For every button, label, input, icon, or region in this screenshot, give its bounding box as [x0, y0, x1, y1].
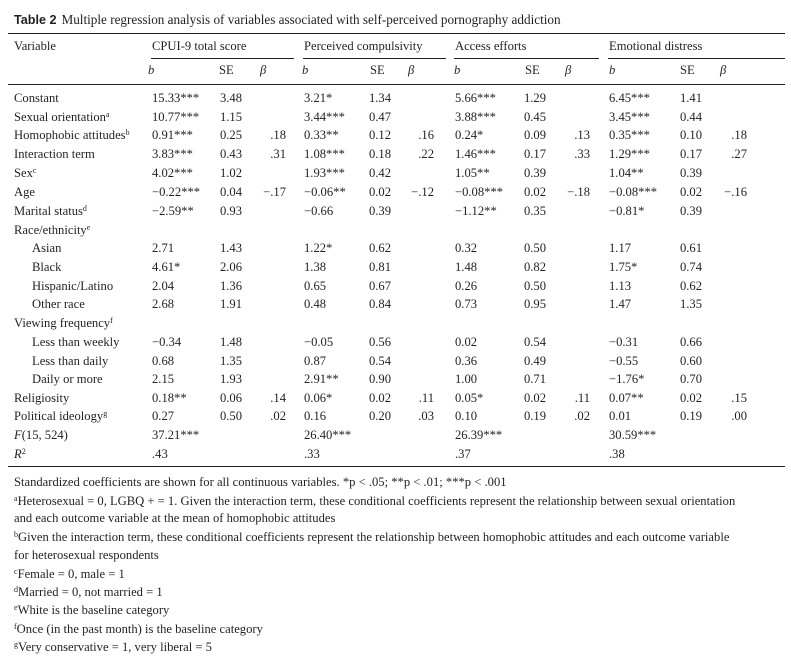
cell-beta: .00: [731, 409, 747, 423]
row-label: Sex$^c$: [14, 166, 37, 180]
cell-b: 3.88***: [455, 110, 496, 124]
cell-beta: −.16: [724, 185, 747, 199]
cell-se: 0.02: [368, 185, 391, 199]
cell-se: 0.17: [523, 147, 546, 161]
cell-se: 0.93: [219, 204, 242, 218]
cell-beta: .18: [270, 128, 286, 142]
cell-b: 0.06*: [304, 391, 333, 405]
cell-se: 0.19: [679, 409, 702, 423]
cell-b: 1.48: [455, 260, 478, 274]
cell-beta: .11: [418, 391, 434, 405]
cell-se: 0.39: [679, 204, 702, 218]
cell-beta: −.17: [263, 185, 286, 199]
cell-b: 1.13: [609, 279, 632, 293]
cell-se: 0.49: [523, 354, 546, 368]
cell-se: 0.04: [219, 185, 242, 199]
sub-header-se: SE: [219, 63, 234, 77]
cell-se: 0.39: [679, 166, 702, 180]
sub-header-b: b: [454, 63, 461, 77]
cell-b: 1.00: [455, 372, 478, 386]
cell-b: 3.83***: [152, 147, 193, 161]
cell-se: 0.95: [523, 297, 546, 311]
row-label: Sexual orientation$^a$: [14, 110, 110, 124]
row-label: Interaction term: [14, 147, 95, 161]
cell-b: 1.22*: [304, 241, 333, 255]
row-label: Less than weekly: [32, 335, 120, 349]
cell-se: 0.45: [523, 110, 546, 124]
cell-beta: .16: [418, 128, 434, 142]
cell-se: 0.81: [368, 260, 391, 274]
cell-se: 1.29: [523, 91, 546, 105]
table-note: $^f$Once (in the past month) is the baseline category: [14, 622, 263, 636]
cell-beta: .27: [731, 147, 747, 161]
row-label: Political ideology$^g$: [14, 409, 108, 423]
row-label: Viewing frequency$^f$: [14, 316, 113, 330]
cell-se: 0.62: [368, 241, 391, 255]
cell-b: 15.33***: [152, 91, 200, 105]
cell-se: 0.44: [679, 110, 702, 124]
row-label: Marital status$^d$: [14, 204, 87, 218]
cell-se: 1.34: [368, 91, 391, 105]
cell-se: 0.50: [523, 241, 546, 255]
group-rule-distress: [608, 58, 785, 59]
row-label: Daily or more: [32, 372, 103, 386]
table-title: Multiple regression analysis of variables associated with self-perceived pornography addiction: [61, 12, 561, 27]
row-label: Black: [32, 260, 62, 274]
cell-se: 0.19: [523, 409, 546, 423]
cell-b: 0.10: [455, 409, 478, 423]
cell-beta: −.12: [411, 185, 434, 199]
cell-b: 5.66***: [455, 91, 496, 105]
cell-b: −1.12**: [455, 204, 497, 218]
cell-se: 0.18: [368, 147, 391, 161]
row-label: Asian: [32, 241, 62, 255]
table-note: $^c$Female = 0, male = 1: [14, 567, 125, 581]
stat-value: .43: [152, 447, 168, 461]
cell-beta: .33: [574, 147, 590, 161]
cell-b: 1.29***: [609, 147, 650, 161]
cell-beta: .02: [574, 409, 590, 423]
cell-b: 0.16: [304, 409, 327, 423]
cell-beta: .18: [731, 128, 747, 142]
cell-b: 6.45***: [609, 91, 650, 105]
cell-b: −0.34: [152, 335, 182, 349]
cell-b: 3.45***: [609, 110, 650, 124]
sub-header-beta: β: [565, 63, 572, 77]
cell-b: −0.08***: [455, 185, 504, 199]
cell-se: 2.06: [219, 260, 242, 274]
cell-se: 1.41: [679, 91, 702, 105]
cell-se: 0.02: [679, 185, 702, 199]
top-rule: [8, 33, 785, 34]
cell-b: −0.06**: [304, 185, 346, 199]
cell-b: 1.93***: [304, 166, 345, 180]
cell-se: 0.12: [368, 128, 391, 142]
cell-se: 0.67: [368, 279, 391, 293]
cell-se: 1.35: [679, 297, 702, 311]
cell-b: 2.71: [152, 241, 175, 255]
cell-se: 0.09: [523, 128, 546, 142]
cell-b: 3.21*: [304, 91, 333, 105]
cell-b: 4.61*: [152, 260, 181, 274]
f-statistic-label: F(15, 524): [14, 428, 68, 442]
cell-beta: .03: [418, 409, 434, 423]
group-rule-cpui9: [151, 58, 294, 59]
table-caption: [14, 12, 561, 28]
sub-header-beta: β: [408, 63, 415, 77]
cell-se: 0.50: [219, 409, 242, 423]
cell-se: 0.47: [368, 110, 391, 124]
cell-b: 0.05*: [455, 391, 484, 405]
bottom-rule: [8, 466, 785, 467]
table-note: for heterosexual respondents: [14, 548, 159, 562]
cell-b: 2.04: [152, 279, 175, 293]
table-note: $^a$Heterosexual = 0, LGBQ + = 1. Given the interaction term, these conditional coefficients represent the relationship between sexual orientation: [14, 494, 736, 508]
table-label: Table 2: [14, 13, 57, 27]
group-rule-compulsivity: [303, 58, 446, 59]
row-label: Less than daily: [32, 354, 109, 368]
cell-b: 0.68: [152, 354, 175, 368]
cell-b: 1.75*: [609, 260, 638, 274]
cell-b: 0.32: [455, 241, 478, 255]
cell-b: 1.05**: [455, 166, 490, 180]
table-note: $^g$Very conservative = 1, very liberal = 5: [14, 640, 212, 654]
r-squared-label: $R^2$: [14, 447, 26, 461]
sub-header-beta: β: [260, 63, 267, 77]
cell-b: 0.18**: [152, 391, 187, 405]
cell-b: 4.02***: [152, 166, 193, 180]
cell-b: 0.35***: [609, 128, 650, 142]
cell-b: 1.04**: [609, 166, 644, 180]
cell-b: 2.68: [152, 297, 175, 311]
cell-se: 0.43: [219, 147, 242, 161]
row-label: Homophobic attitudes$^b$: [14, 128, 130, 142]
cell-beta: .15: [731, 391, 747, 405]
cell-se: 0.02: [679, 391, 702, 405]
header-cpui9: CPUI-9 total score: [152, 39, 247, 53]
cell-b: 1.38: [304, 260, 327, 274]
cell-se: 1.02: [219, 166, 242, 180]
cell-b: −0.05: [304, 335, 334, 349]
cell-se: 0.54: [523, 335, 546, 349]
cell-se: 1.43: [219, 241, 242, 255]
stat-value: 37.21***: [152, 428, 200, 442]
cell-b: 10.77***: [152, 110, 200, 124]
header-perceived-compulsivity: Perceived compulsivity: [304, 39, 423, 53]
sub-header-se: SE: [680, 63, 695, 77]
group-rule-access: [454, 58, 599, 59]
cell-b: 0.73: [455, 297, 478, 311]
sub-header-b: b: [609, 63, 616, 77]
cell-b: 0.33**: [304, 128, 339, 142]
cell-b: 0.01: [609, 409, 632, 423]
header-rule: [8, 84, 785, 85]
row-label: Age: [14, 185, 35, 199]
cell-se: 0.54: [368, 354, 391, 368]
cell-se: 1.35: [219, 354, 242, 368]
cell-beta: .13: [574, 128, 590, 142]
cell-b: 1.46***: [455, 147, 496, 161]
cell-beta: .11: [574, 391, 590, 405]
cell-b: 0.91***: [152, 128, 193, 142]
cell-se: 1.91: [219, 297, 242, 311]
cell-se: 0.90: [368, 372, 391, 386]
cell-b: 0.27: [152, 409, 175, 423]
cell-se: 0.70: [679, 372, 702, 386]
table-note: $^e$White is the baseline category: [14, 603, 170, 617]
cell-b: 1.47: [609, 297, 632, 311]
cell-beta: .02: [270, 409, 286, 423]
cell-se: 0.10: [679, 128, 702, 142]
header-access-efforts: Access efforts: [455, 39, 527, 53]
cell-se: 0.60: [679, 354, 702, 368]
cell-se: 1.93: [219, 372, 242, 386]
cell-se: 0.35: [523, 204, 546, 218]
cell-se: 0.20: [368, 409, 391, 423]
cell-se: 0.02: [368, 391, 391, 405]
cell-se: 1.15: [219, 110, 242, 124]
sub-header-b: b: [148, 63, 155, 77]
cell-b: −0.66: [304, 204, 334, 218]
cell-b: 0.24*: [455, 128, 484, 142]
sub-header-se: SE: [525, 63, 540, 77]
cell-b: −2.59**: [152, 204, 194, 218]
row-label: Religiosity: [14, 391, 70, 405]
cell-se: 0.74: [679, 260, 702, 274]
cell-b: 0.36: [455, 354, 478, 368]
cell-beta: −.18: [567, 185, 590, 199]
cell-se: 0.66: [679, 335, 702, 349]
stat-value: 30.59***: [609, 428, 657, 442]
cell-b: −0.55: [609, 354, 639, 368]
cell-b: 0.07**: [609, 391, 644, 405]
cell-se: 0.61: [679, 241, 702, 255]
cell-b: −1.76*: [609, 372, 645, 386]
cell-beta: .14: [270, 391, 286, 405]
variable-header: Variable: [14, 39, 56, 53]
cell-se: 1.48: [219, 335, 242, 349]
cell-beta: .22: [418, 147, 434, 161]
row-label: Constant: [14, 91, 59, 105]
cell-b: 2.15: [152, 372, 175, 386]
cell-b: 0.65: [304, 279, 327, 293]
stat-value: 26.40***: [304, 428, 352, 442]
cell-se: 0.39: [523, 166, 546, 180]
cell-b: −0.31: [609, 335, 639, 349]
cell-se: 0.06: [219, 391, 242, 405]
cell-b: 1.08***: [304, 147, 345, 161]
cell-b: 3.44***: [304, 110, 345, 124]
cell-b: 0.48: [304, 297, 327, 311]
cell-se: 0.71: [523, 372, 546, 386]
cell-se: 1.36: [219, 279, 242, 293]
cell-b: 0.02: [455, 335, 478, 349]
row-label: Hispanic/Latino: [32, 279, 114, 293]
table-note: and each outcome variable at the mean of homophobic attitudes: [14, 511, 336, 525]
cell-se: 0.56: [368, 335, 391, 349]
sub-header-b: b: [302, 63, 309, 77]
stat-value: .37: [455, 447, 471, 461]
cell-b: −0.08***: [609, 185, 658, 199]
stat-value: 26.39***: [455, 428, 503, 442]
cell-beta: .31: [270, 147, 286, 161]
cell-se: 0.39: [368, 204, 391, 218]
stat-value: .38: [609, 447, 625, 461]
table-note: $^b$Given the interaction term, these conditional coefficients represent the relationship between homophobic attitudes and each outcome variable: [14, 530, 730, 544]
cell-se: 0.02: [523, 391, 546, 405]
cell-se: 0.17: [679, 147, 702, 161]
header-emotional-distress: Emotional distress: [609, 39, 703, 53]
table-note: $^d$Married = 0, not married = 1: [14, 585, 163, 599]
cell-se: 0.50: [523, 279, 546, 293]
row-label: Other race: [32, 297, 85, 311]
table-note: Standardized coefficients are shown for all continuous variables. *p < .05; **p < .01; ***p < .001: [14, 475, 507, 489]
cell-se: 0.62: [679, 279, 702, 293]
cell-se: 0.82: [523, 260, 546, 274]
cell-se: 0.02: [523, 185, 546, 199]
sub-header-se: SE: [370, 63, 385, 77]
cell-b: 1.17: [609, 241, 632, 255]
cell-se: 0.25: [219, 128, 242, 142]
cell-b: 0.26: [455, 279, 478, 293]
cell-se: 0.84: [368, 297, 391, 311]
sub-header-beta: β: [720, 63, 727, 77]
cell-se: 3.48: [219, 91, 242, 105]
cell-b: −0.22***: [152, 185, 201, 199]
stat-value: .33: [304, 447, 320, 461]
cell-b: −0.81*: [609, 204, 645, 218]
cell-se: 0.42: [368, 166, 391, 180]
cell-b: 0.87: [304, 354, 327, 368]
cell-b: 2.91**: [304, 372, 339, 386]
row-label: Race/ethnicity$^e$: [14, 223, 91, 237]
